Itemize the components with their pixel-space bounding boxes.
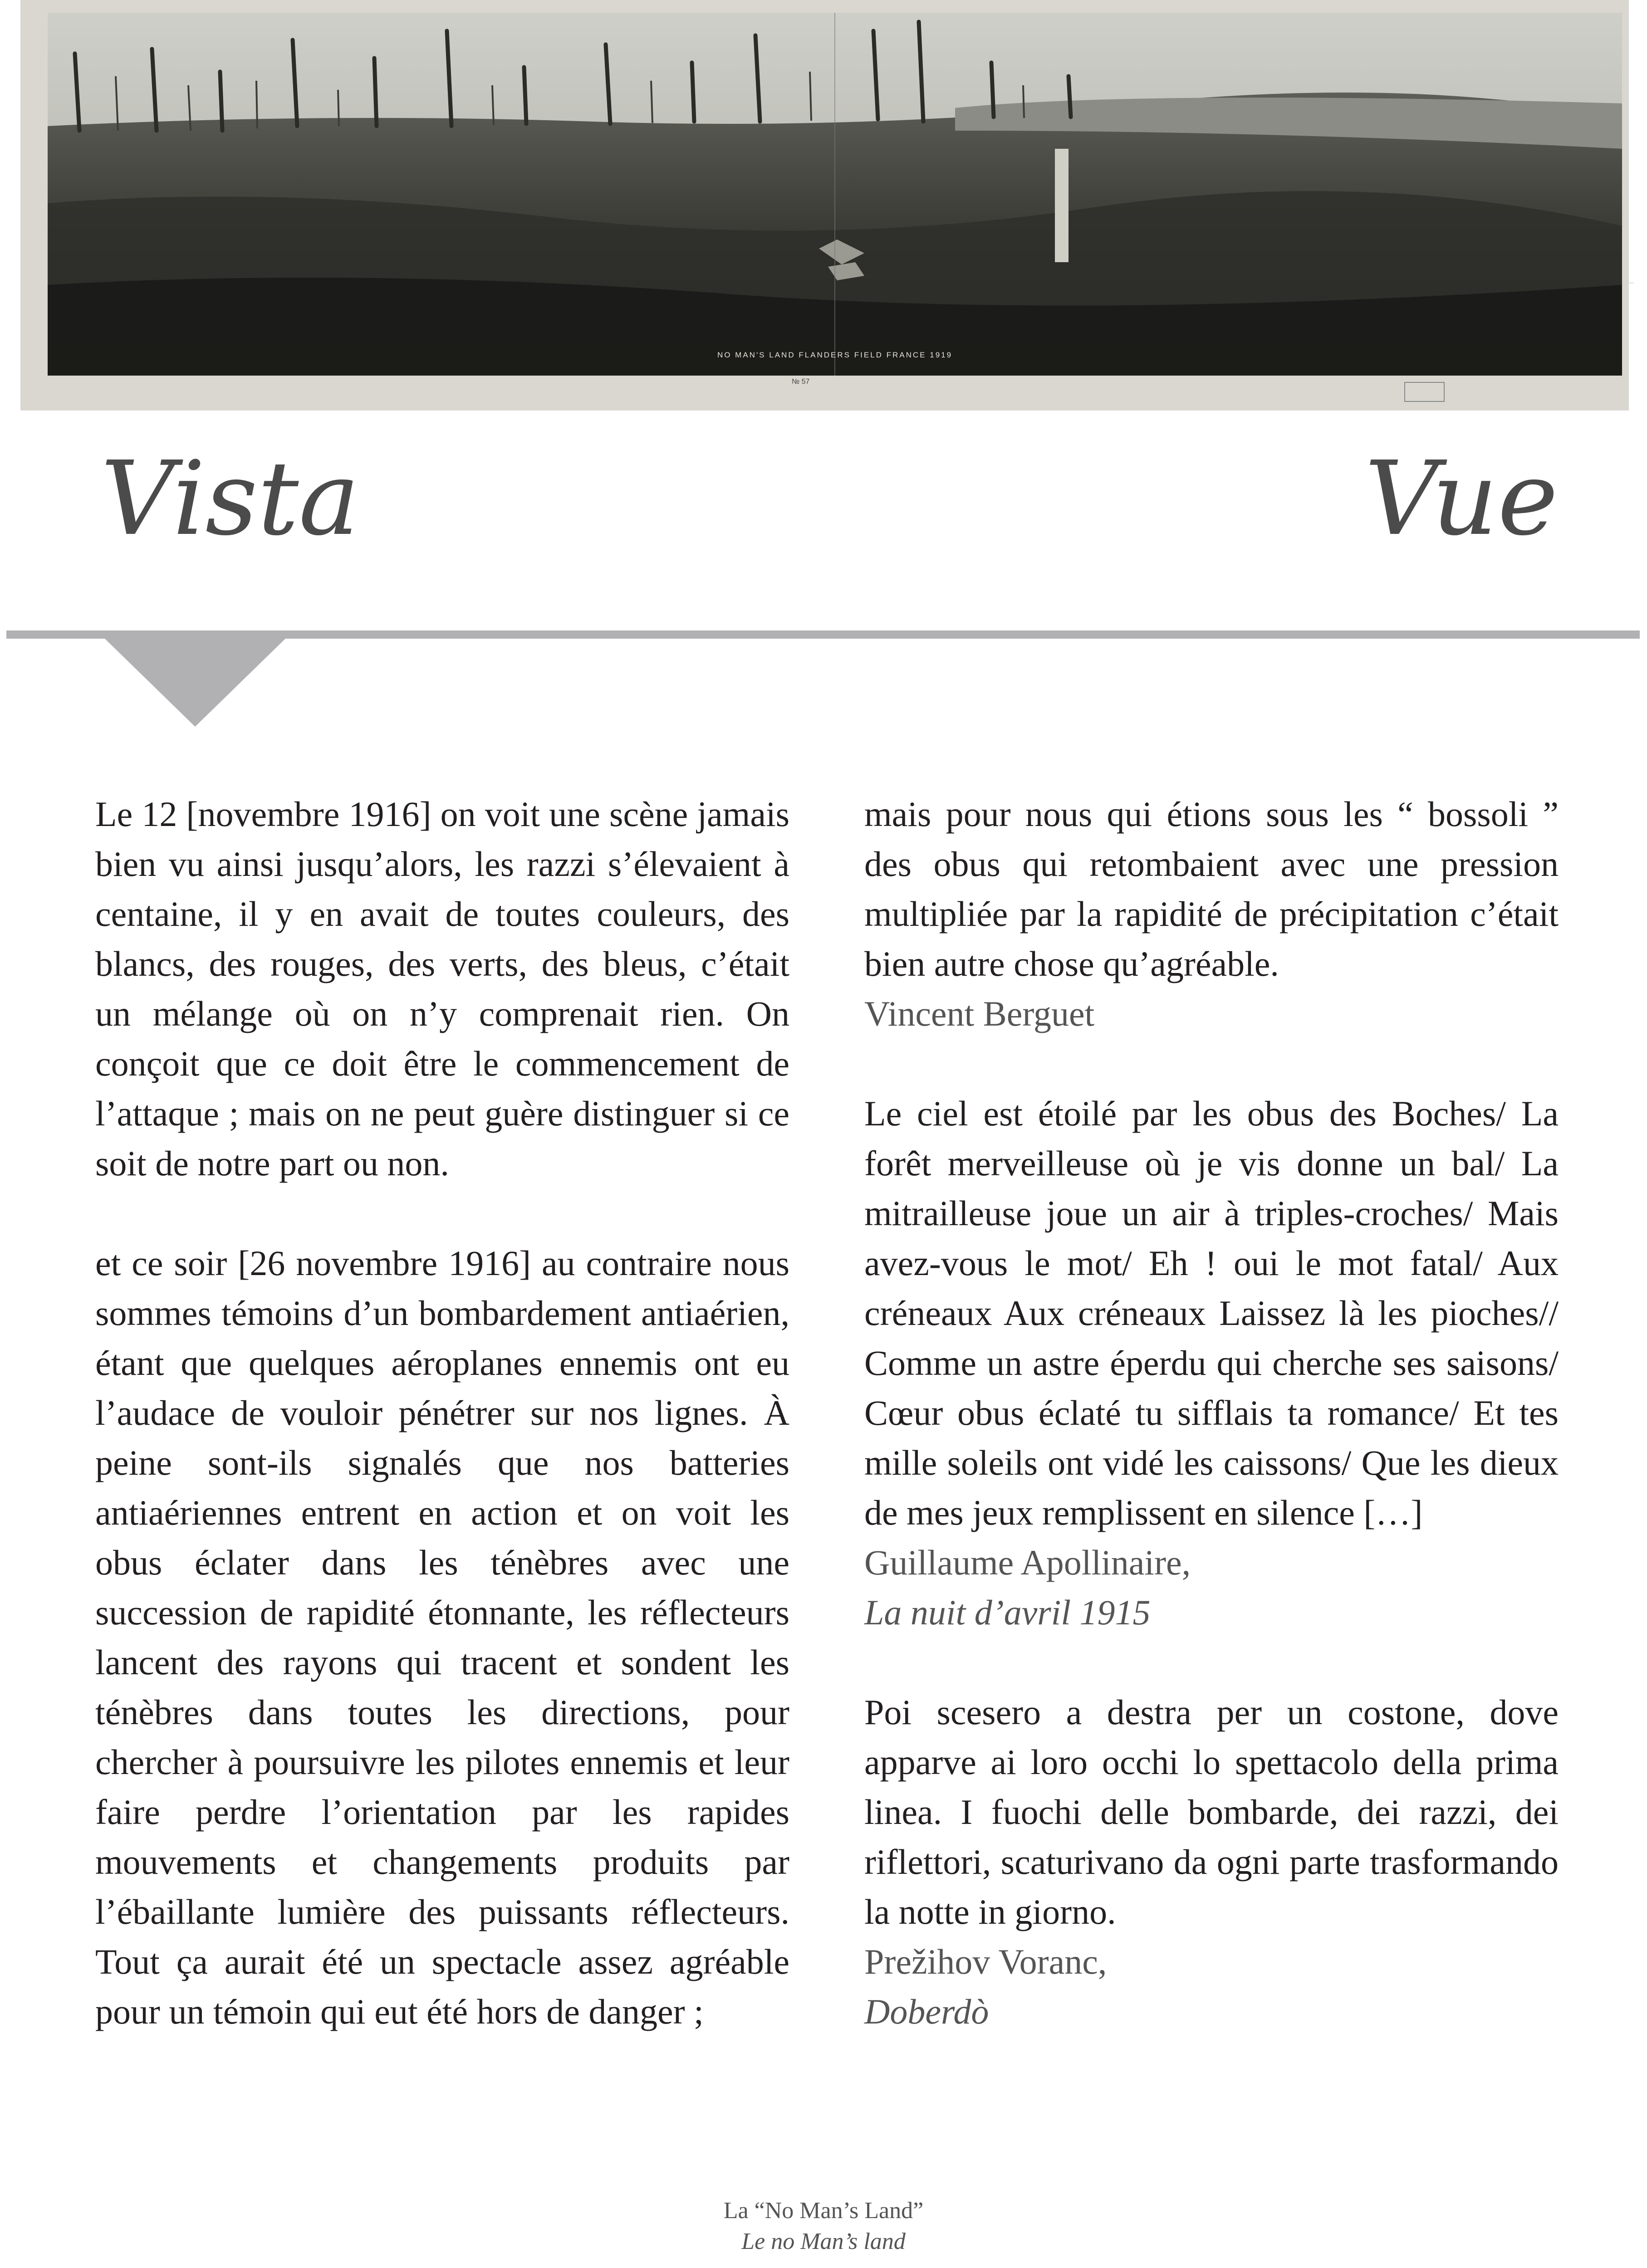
panorama-stamp [1404,382,1445,402]
heading-vue: Vue [1364,440,1558,558]
diary-paragraph-3: mais pour nous qui étions sous les “ bossoli ” des obus qui retombaient avec une pression multipliée par la rapidité de précipitation c’était bien autre chose qu’agréable. [864,794,1559,983]
diary-paragraph-1: Le 12 [novembre 1916] on voit une scène jamais bien vu ainsi jusqu’alors, les razzi s’élevaient à centaine, il y en avait de toutes couleurs, des blancs, des rouges, des verts, des bleus, c’était un mélange où on n’y comprenait rien. On conçoit que ce doit être le commencement de l’attaque ; mais on ne peut guère distinguer si ce soit de notre part ou non. [95,794,789,1183]
photo-caption-french: Le no Man’s land [741,2229,906,2254]
attribution-voranc-author: Prežihov Voranc, [864,1942,1107,1981]
attribution-apollinaire-title: La nuit d’avril 1915 [864,1593,1151,1632]
pointer-triangle [104,638,286,727]
divider-rule [6,631,1640,639]
attribution-voranc-title: Doberdò [864,1992,989,2031]
panorama-photo [48,13,1634,376]
right-column [864,789,1559,2037]
diary-paragraph-2: et ce soir [26 novembre 1916] au contraire nous sommes témoins d’un bombardement antiaérien, étant que quelques aéroplanes ennemis ont eu l’audace de vouloir pénétrer sur nos lignes. À peine sont-ils signalés que nos batteries antiaériennes entrent en action et on voit les obus éclater dans les ténèbres avec une succession de rapidité étonnante, les réflecteurs lancent des rayons qui tracent et sondent les ténèbres dans toutes les directions, pour chercher à poursuivre les pilotes ennemis et leur faire perdre l’orientation par les rapides mouvements et changements produits par l’ébaillante lumière des puissants réflecteurs. Tout ça aurait été un spectacle assez agréable pour un témoin qui eut été hors de danger ; [95,1243,789,2031]
panorama-number: № 57 [792,378,810,386]
photo-caption [0,2195,1647,2257]
left-column [95,789,789,2037]
panorama-caption: NO MAN'S LAND FLANDERS FIELD FRANCE 1919 [717,351,953,359]
quote-voranc: Poi scesero a destra per un costone, dove apparve ai loro occhi lo spettacolo della prima linea. I fuochi delle bombarde, dei razzi, dei riflettori, scaturivano da ogni parte trasformando la notte in giorno. [864,1692,1559,1931]
panorama-credit-mark: ▪▪▪ [1628,280,1634,286]
panorama-frame [20,0,1634,411]
poem-apollinaire: Le ciel est étoilé par les obus des Boches/ La forêt merveilleuse où je vis donne un bal/ La mitrailleuse joue un air à triples-croches/ Mais avez-vous le mot/ Eh ! oui le mot fatal/ Aux créneaux Aux créneaux Laissez là les pioches// Comme un astre éperdu qui cherche ses saisons/ Cœur obus éclaté tu sifflais ta romance/ Et tes mille soleils ont vidé les caissons/ Que les dieux de mes jeux remplissent en silence […] [864,1094,1559,1532]
attribution-berguet: Vincent Berguet [864,994,1095,1033]
attribution-apollinaire-author: Guillaume Apollinaire, [864,1543,1191,1582]
heading-vista: Vista [101,440,360,558]
photo-caption-italian: La “No Man’s Land” [723,2198,924,2224]
